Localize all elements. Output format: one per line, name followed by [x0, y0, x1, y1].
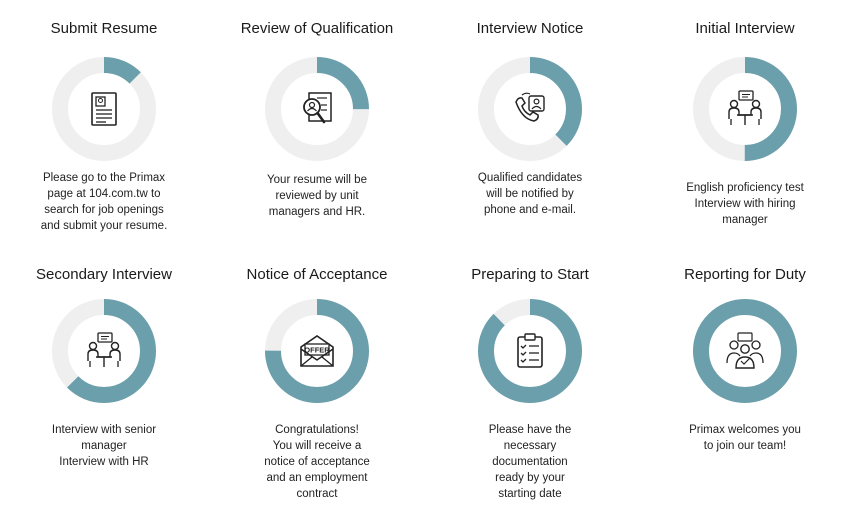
description-line: will be notified by	[486, 188, 574, 200]
step-description	[645, 180, 842, 228]
description-line: English proficiency test	[686, 182, 804, 194]
progress-ring	[692, 56, 798, 162]
description-line: and an employment	[266, 472, 368, 484]
description-line: Primax welcomes you	[689, 424, 801, 436]
description-line: and submit your resume.	[40, 220, 168, 232]
description-line: Your resume will be	[267, 174, 367, 186]
step-description	[430, 422, 630, 502]
step-title: Submit Resume	[50, 20, 158, 37]
description-line: phone and e-mail.	[483, 204, 577, 216]
description-line: Please go to the Primax	[42, 172, 166, 184]
step-description	[4, 422, 204, 470]
progress-ring	[692, 298, 798, 404]
progress-ring	[264, 298, 370, 404]
step-title: Initial Interview	[695, 20, 795, 37]
description-line: managers and HR.	[268, 206, 366, 218]
description-line: Interview with hiring	[694, 198, 796, 210]
description-line: Please have the	[488, 424, 572, 436]
step-title: Preparing to Start	[471, 266, 589, 283]
description-line: Interview with senior	[51, 424, 157, 436]
offer-envelope-icon	[291, 325, 343, 377]
description-line: Interview with HR	[59, 456, 149, 468]
step-title: Notice of Acceptance	[246, 266, 388, 283]
step-description	[4, 170, 204, 234]
step-description	[217, 422, 417, 502]
progress-ring	[477, 298, 583, 404]
description-line: ready by your	[495, 472, 565, 484]
description-line: You will receive a	[272, 440, 362, 452]
progress-ring	[51, 56, 157, 162]
interview-meeting-icon	[78, 325, 130, 377]
checklist-clipboard-icon	[504, 325, 556, 377]
interview-meeting-icon	[719, 83, 771, 135]
description-line: reviewed by unit	[275, 190, 359, 202]
description-line: notice of acceptance	[264, 456, 370, 468]
magnify-document-icon	[291, 83, 343, 135]
step-title: Interview Notice	[476, 20, 584, 37]
description-line: search for job openings	[44, 204, 164, 216]
step-description	[430, 170, 630, 218]
description-line: page at 104.com.tw to	[47, 188, 161, 200]
team-group-icon	[719, 325, 771, 377]
resume-document-icon	[78, 83, 130, 135]
step-title: Reporting for Duty	[684, 266, 806, 283]
step-title: Secondary Interview	[36, 266, 172, 283]
offer-label: OFFER	[304, 345, 330, 355]
description-line: necessary	[503, 440, 557, 452]
step-title: Review of Qualification	[240, 20, 394, 37]
description-line: starting date	[498, 488, 562, 500]
description-line: to join our team!	[703, 440, 787, 452]
step-description	[217, 172, 417, 220]
description-line: Congratulations!	[275, 424, 359, 436]
description-line: documentation	[492, 456, 568, 468]
phone-contact-icon	[504, 83, 556, 135]
description-line: contract	[296, 488, 338, 500]
progress-ring	[477, 56, 583, 162]
progress-ring	[51, 298, 157, 404]
step-description	[645, 422, 842, 454]
description-line: manager	[81, 440, 127, 452]
progress-ring	[264, 56, 370, 162]
description-line: Qualified candidates	[477, 172, 583, 184]
description-line: manager	[722, 214, 768, 226]
